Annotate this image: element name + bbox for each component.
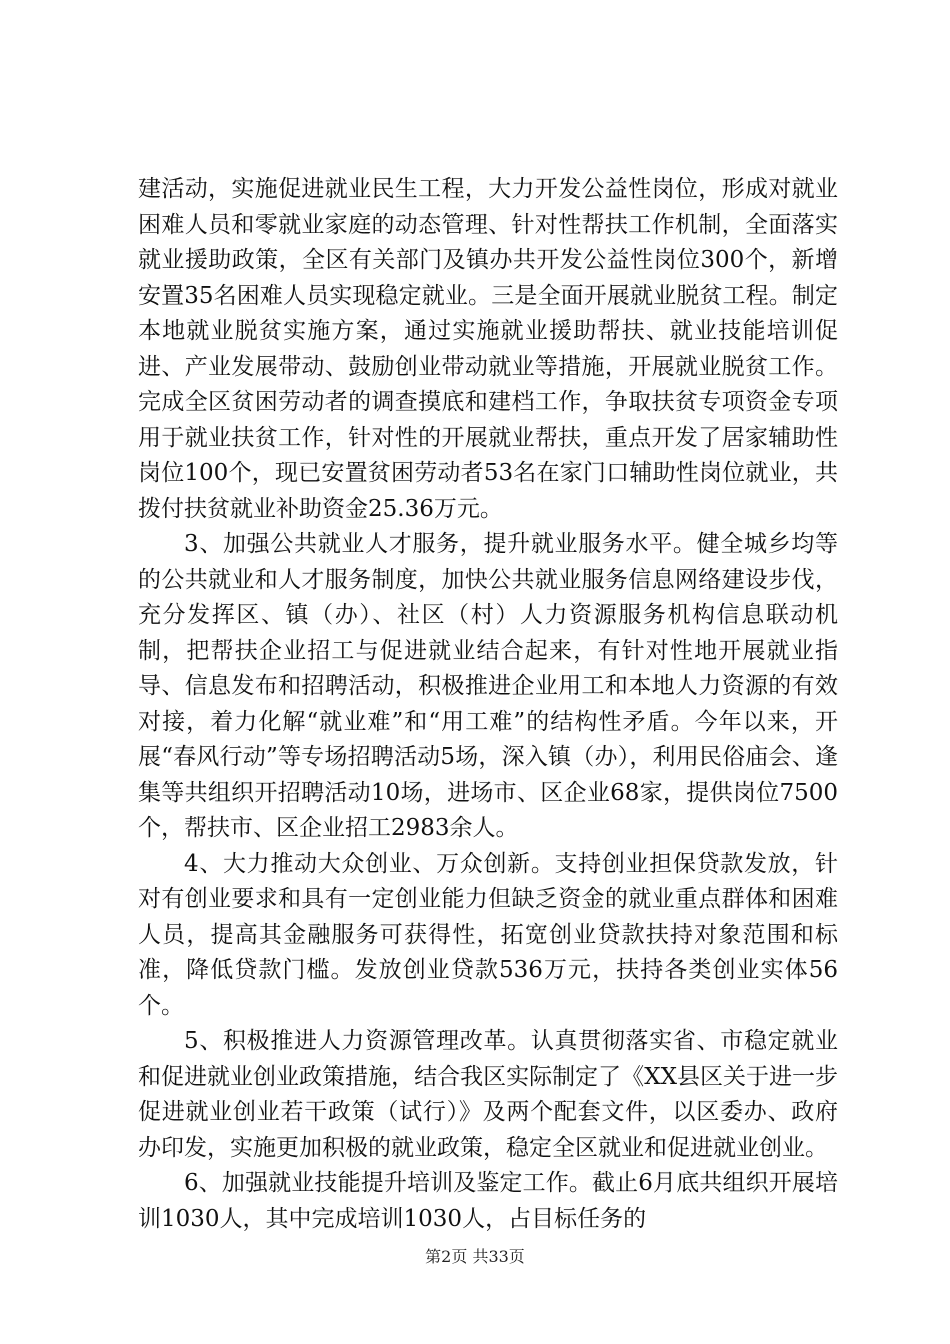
page-number-footer: 第2页 共33页	[425, 1247, 525, 1266]
paragraph-public-employment-services: 3、加强公共就业人才服务，提升就业服务水平。健全城乡均等的公共就业和人才服务制度，加快公共就业服务信息网络建设步伐，充分发挥区、镇（办）、社区（村）人力资源服务机构信息联动机制，把帮扶企业招工与促进就业结合起来，有针对性地开展就业指导、信息发布和招聘活动，积极推进企业用工和本地人力资源的有效对接，着力化解“就业难”和“用工难”的结构性矛盾。今年以来，开展“春风行动”等专场招聘活动5场，深入镇（办），利用民俗庙会、逢集等共组织开招聘活动10场，进场市、区企业68家，提供岗位7500个，帮扶市、区企业招工2983余人。	[138, 531, 838, 841]
paragraph-skills-training: 6、加强就业技能提升培训及鉴定工作。截止6月底共组织开展培训1030人，其中完成培训1030人，占目标任务的	[138, 1170, 838, 1232]
paragraph-continuation: 建活动，实施促进就业民生工程，大力开发公益性岗位，形成对就业困难人员和零就业家庭的动态管理、针对性帮扶工作机制，全面落实就业援助政策，全区有关部门及镇办共开发公益性岗位300个，新增安置35名困难人员实现稳定就业。三是全面开展就业脱贫工程。制定本地就业脱贫实施方案，通过实施就业援助帮扶、就业技能培训促进、产业发展带动、鼓励创业带动就业等措施，开展就业脱贫工作。完成全区贫困劳动者的调查摸底和建档工作，争取扶贫专项资金专项用于就业扶贫工作，针对性的开展就业帮扶，重点开发了居家辅助性岗位100个，现已安置贫困劳动者53名在家门口辅助性岗位就业，共拨付扶贫就业补助资金25.36万元。	[138, 176, 838, 522]
paragraph-entrepreneurship-innovation: 4、大力推动大众创业、万众创新。支持创业担保贷款发放，针对有创业要求和具有一定创业能力但缺乏资金的就业重点群体和困难人员，提高其金融服务可获得性，拓宽创业贷款扶持对象范围和标准，降低贷款门槛。发放创业贷款536万元，扶持各类创业实体56个。	[138, 850, 838, 1019]
paragraph-hr-management-reform: 5、积极推进人力资源管理改革。认真贯彻落实省、市稳定就业和促进就业创业政策措施，结合我区实际制定了《XX县区关于进一步促进就业创业若干政策（试行）》及两个配套文件，以区委办、政府办印发，实施更加积极的就业政策，稳定全区就业和促进就业创业。	[138, 1028, 838, 1161]
document-body	[138, 172, 838, 1237]
